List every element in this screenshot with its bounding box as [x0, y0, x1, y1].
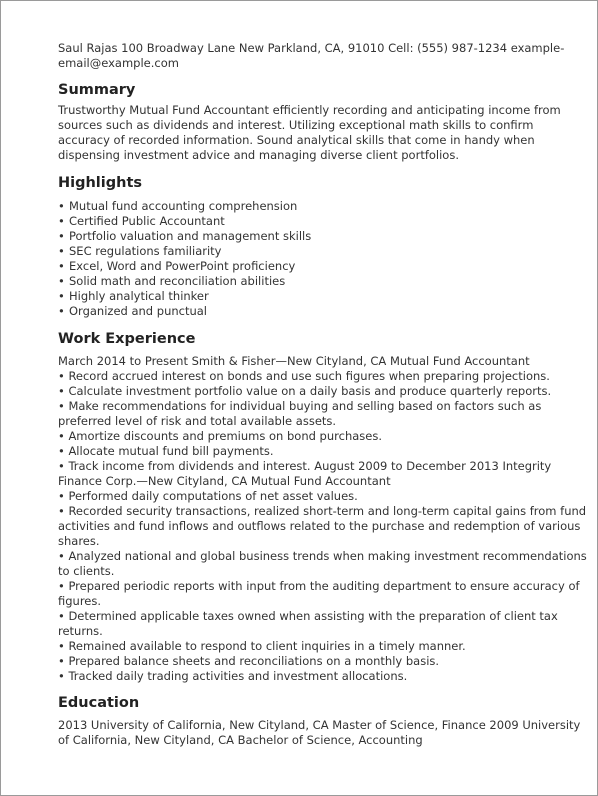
work-bullet: • Performed daily computations of net asset values.: [58, 489, 358, 503]
work-bullet: • Tracked daily trading activities and investment allocations.: [58, 669, 408, 683]
work-bullet: • Make recommendations for individual buying and selling based on factors such as preferred level of risk and total available assets.: [58, 399, 542, 428]
work-bullet: • Determined applicable taxes owned when assisting with the preparation of client tax returns.: [58, 609, 558, 638]
work-bullet: • Amortize discounts and premiums on bond purchases.: [58, 429, 382, 443]
work-bullet: • Analyzed national and global business trends when making investment recommendations to clients.: [58, 549, 587, 578]
work-bullet: • Allocate mutual fund bill payments.: [58, 444, 274, 458]
highlight-item: • Portfolio valuation and management skills: [58, 229, 588, 244]
highlights-list: [58, 199, 588, 319]
education-section: [58, 694, 588, 748]
highlights-section: [58, 174, 588, 319]
highlight-item: • Organized and punctual: [58, 304, 588, 319]
highlight-item: • Mutual fund accounting comprehension: [58, 199, 588, 214]
work-experience-heading: Work Experience: [58, 331, 196, 347]
work-job-header: March 2014 to Present Smith & Fisher—New Cityland, CA Mutual Fund Accountant: [58, 354, 530, 368]
highlight-item: • Excel, Word and PowerPoint proficiency: [58, 259, 588, 274]
work-experience-section: [58, 330, 588, 684]
highlight-item: • Highly analytical thinker: [58, 289, 588, 304]
work-bullet: • Track income from dividends and interest. August 2009 to December 2013 Integrity Finance Corp.—New Cityland, CA Mutual Fund Accountant: [58, 459, 552, 488]
education-text: 2013 University of California, New Cityland, CA Master of Science, Finance 2009 University of California, New Cityland, CA Bachelor of Science, Accounting: [58, 718, 581, 747]
work-bullet: • Remained available to respond to client inquiries in a timely manner.: [58, 639, 466, 653]
highlights-heading: Highlights: [58, 175, 143, 191]
highlight-item: • Certified Public Accountant: [58, 214, 588, 229]
education-heading: Education: [58, 695, 140, 711]
summary-section: [58, 81, 588, 163]
resume-content: [58, 41, 588, 748]
work-experience-body: [58, 354, 588, 684]
work-bullet: • Recorded security transactions, realized short-term and long-term capital gains from fund activities and fund inflows and outflows related to the purchase and redemption of various shares.: [58, 504, 587, 548]
summary-text: Trustworthy Mutual Fund Accountant efficiently recording and anticipating income from sources such as dividends and interest. Utilizing exceptional math skills to confirm accuracy of recorded information. Sound analytical skills that come in handy when dispensing investment advice and managing diverse client portfolios.: [58, 103, 561, 162]
work-bullet: • Prepared balance sheets and reconciliations on a monthly basis.: [58, 654, 440, 668]
highlight-item: • SEC regulations familiarity: [58, 244, 588, 259]
work-bullet: • Record accrued interest on bonds and use such figures when preparing projections.: [58, 369, 550, 383]
highlight-item: • Solid math and reconciliation abilities: [58, 274, 588, 289]
summary-heading: Summary: [58, 82, 136, 98]
work-bullet: • Prepared periodic reports with input from the auditing department to ensure accuracy of figures.: [58, 579, 580, 608]
work-bullet: • Calculate investment portfolio value on a daily basis and produce quarterly reports.: [58, 384, 552, 398]
contact-info: Saul Rajas 100 Broadway Lane New Parkland, CA, 91010 Cell: (555) 987-1234 example-email@example.com: [58, 41, 565, 70]
